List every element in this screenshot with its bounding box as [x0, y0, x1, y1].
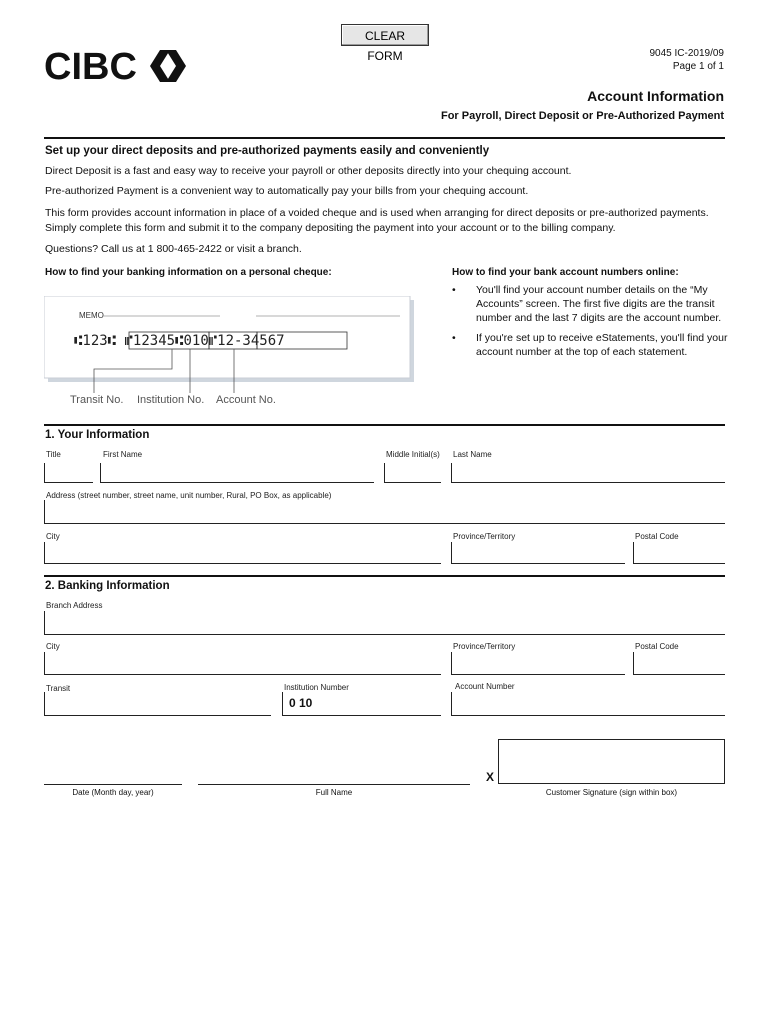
online-help-bullet-1: • You'll find your account number details on the “My Accounts” screen. The first five digits are the transit number and the last 7 digits are the account number.	[452, 283, 732, 325]
city-label: City	[46, 532, 60, 541]
legend-account: Account No.	[216, 394, 276, 406]
account-number-field[interactable]	[451, 692, 725, 716]
cibc-logo	[44, 46, 194, 86]
section2-title: 2. Banking Information	[45, 580, 170, 592]
branch-city-field[interactable]	[44, 652, 441, 675]
middle-initial-label: Middle Initial(s)	[386, 450, 440, 459]
online-help-heading: How to find your bank account numbers online:	[452, 267, 679, 278]
form-number: 9045 IC-2019/09	[649, 48, 724, 59]
cheque-memo: MEMO	[79, 311, 104, 320]
title-label: Title	[46, 450, 61, 459]
date-line[interactable]	[44, 784, 182, 785]
cheque-micr-line: ⑆123⑆ ⑈12345⑆010⑈12-34567	[74, 333, 285, 349]
city-field[interactable]	[44, 542, 441, 564]
form-number-block	[649, 47, 724, 73]
signature-label: Customer Signature (sign within box)	[545, 788, 678, 797]
transit-label: Transit	[46, 684, 71, 693]
transit-field[interactable]	[44, 692, 271, 716]
signature-x-mark: X	[486, 770, 495, 784]
branch-province-label: Province/Territory	[453, 642, 516, 651]
intro-direct-deposit: Direct Deposit is a fast and easy way to receive your payroll or other deposits directly into your chequing account.	[45, 165, 572, 177]
page-subtitle: For Payroll, Direct Deposit or Pre-Authorized Payment	[440, 110, 724, 122]
page-title: Account Information	[587, 88, 724, 104]
branch-postal-code-label: Postal Code	[635, 642, 679, 651]
institution-number-value: 0 10	[289, 696, 313, 710]
branch-province-field[interactable]	[451, 652, 625, 675]
section1-title: 1. Your Information	[45, 429, 150, 441]
institution-number-field[interactable]	[282, 692, 441, 716]
clear-form-button[interactable]: CLEAR FORM	[341, 24, 429, 46]
postal-code-label: Postal Code	[635, 532, 679, 541]
intro-questions: Questions? Call us at 1 800-465-2422 or visit a branch.	[45, 243, 302, 255]
cheque-pointer-lines	[44, 349, 414, 394]
postal-code-field[interactable]	[633, 542, 725, 564]
branch-address-label: Branch Address	[46, 601, 103, 610]
cibc-chevron-icon	[150, 50, 186, 82]
province-label: Province/Territory	[453, 532, 516, 541]
cheque-help-heading: How to find your banking information on a personal cheque:	[45, 267, 332, 278]
section1-divider	[44, 424, 725, 426]
account-number-label: Account Number	[455, 682, 515, 691]
intro-preauthorized: Pre-authorized Payment is a convenient way to automatically pay your bills from your chequing account.	[45, 185, 529, 197]
page-info: Page 1 of 1	[672, 61, 724, 72]
online-help-bullet-2: • If you're set up to receive eStatements, you'll find your account number at the top of each statement.	[452, 331, 732, 359]
branch-address-field[interactable]	[44, 611, 725, 635]
province-field[interactable]	[451, 542, 625, 564]
last-name-field[interactable]	[451, 463, 725, 483]
middle-initial-field[interactable]	[384, 463, 441, 483]
full-name-line[interactable]	[198, 784, 470, 785]
last-name-label: Last Name	[453, 450, 492, 459]
signature-box[interactable]	[498, 739, 725, 784]
address-label: Address (street number, street name, unit number, Rural, PO Box, as applicable)	[46, 491, 332, 500]
legend-institution: Institution No.	[137, 394, 205, 406]
legend-transit: Transit No.	[70, 394, 124, 406]
date-label: Date (Month day, year)	[72, 788, 154, 797]
intro-form-purpose: This form provides account information in place of a voided cheque and is used when arranging for direct deposits or pre-authorized payments.	[45, 207, 709, 219]
header-divider	[44, 137, 725, 139]
online-help-list	[452, 283, 732, 365]
title-field[interactable]	[44, 463, 93, 483]
institution-number-label: Institution Number	[284, 683, 349, 692]
first-name-label: First Name	[103, 450, 143, 459]
address-field[interactable]	[44, 500, 725, 524]
logo-text: CIBC	[44, 46, 137, 86]
branch-city-label: City	[46, 642, 60, 651]
intro-heading: Set up your direct deposits and pre-authorized payments easily and conveniently	[45, 145, 490, 157]
section2-divider	[44, 575, 725, 577]
intro-submit-instructions: Simply complete this form and submit it to the company depositing the payment into your account or to the billing company.	[45, 222, 616, 234]
branch-postal-code-field[interactable]	[633, 652, 725, 675]
full-name-label: Full Name	[315, 788, 353, 797]
first-name-field[interactable]	[100, 463, 374, 483]
